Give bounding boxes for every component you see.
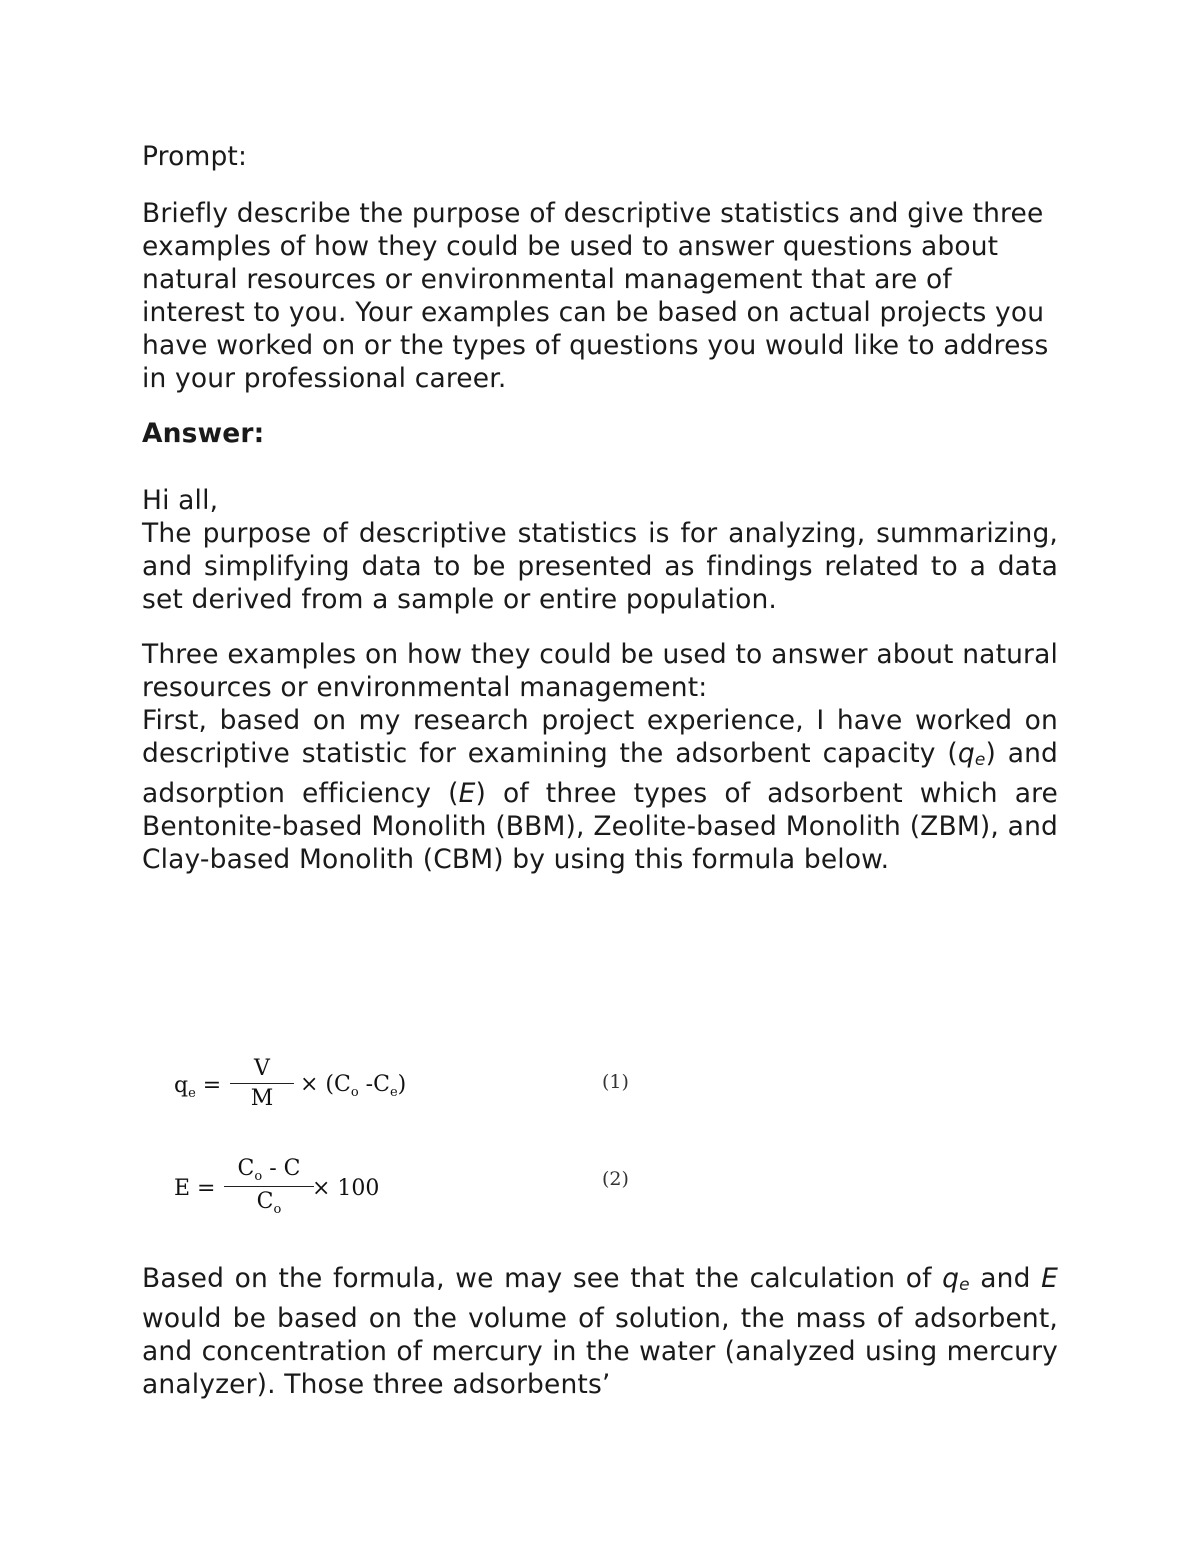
formula-1-numerator: V [254,1056,270,1081]
answer-paragraph-2 [142,704,1058,876]
answer-paragraph-1: The purpose of descriptive statistics is for analyzing, summarizing, and simplifying data to be presented as findings related to a data set derived from a sample or entire population. [142,518,1058,615]
qe-subscript: e [959,1275,970,1295]
formula-2-fraction [224,1156,314,1217]
document-body [142,140,1058,876]
prompt-label: Prompt: [142,141,248,172]
formula-1-rhs: × ($C_o$ $-C_e$) [300,1072,407,1100]
answer-paragraph-3 [142,1262,1058,1401]
formula-2-numerator: $C_o$ - C [237,1156,301,1184]
para3-part-c: would be based on the volume of solution, the mass of adsorbent, and concentration of mercury in the water (analyzed using mercury analyzer). Those three adsorbents’ [142,1303,1058,1400]
formula-1 [170,1052,650,1122]
e-symbol: E [1041,1263,1059,1294]
qe-symbol: q [942,1263,960,1294]
answer-label: Answer: [142,418,265,449]
prompt-text: Briefly describe the purpose of descriptive statistics and give three examples of how they could be used to answer questions about natural resources or environmental management that are of interest to you. Your examples can be based on actual projects you have worked on or the types of questions you would like to address in your professional career. [142,198,1049,394]
formula-2-denominator: $C_o$ [256,1189,282,1217]
fraction-bar [224,1186,314,1187]
formula-1-fraction [230,1056,294,1111]
e-symbol: E [458,778,476,809]
formula-2-number: (2) [602,1168,629,1190]
formula-2-rhs: × 100 [312,1176,380,1201]
para3-part-b: and [969,1263,1042,1294]
qe-subscript: e [974,750,986,770]
para2-part-b: ) and adsorption efficiency ( [142,738,1058,809]
para2-part-c: ) of three types of adsorbent which are Bentonite-based Monolith (BBM), Zeolite-based Monolith (ZBM), and Clay-based Monolith (CBM) by using this formula below. [142,778,1058,875]
fraction-bar [230,1083,294,1084]
qe-symbol: q [957,738,975,769]
formula-1-denominator: M [250,1086,274,1111]
formula-1-number: (1) [602,1071,629,1093]
formula-1-lhs: $q_e$ = [174,1073,222,1101]
examples-intro: Three examples on how they could be used to answer about natural resources or environmental management: [142,639,1058,703]
formula-2 [170,1152,650,1227]
para3-part-a: Based on the formula, we may see that the calculation of [142,1263,943,1294]
formula-2-lhs: E = [174,1176,216,1201]
para2-part-a: First, based on my research project experience, I have worked on descriptive statistic for examining the adsorbent capacity ( [142,705,1058,769]
greeting: Hi all, [142,485,219,516]
